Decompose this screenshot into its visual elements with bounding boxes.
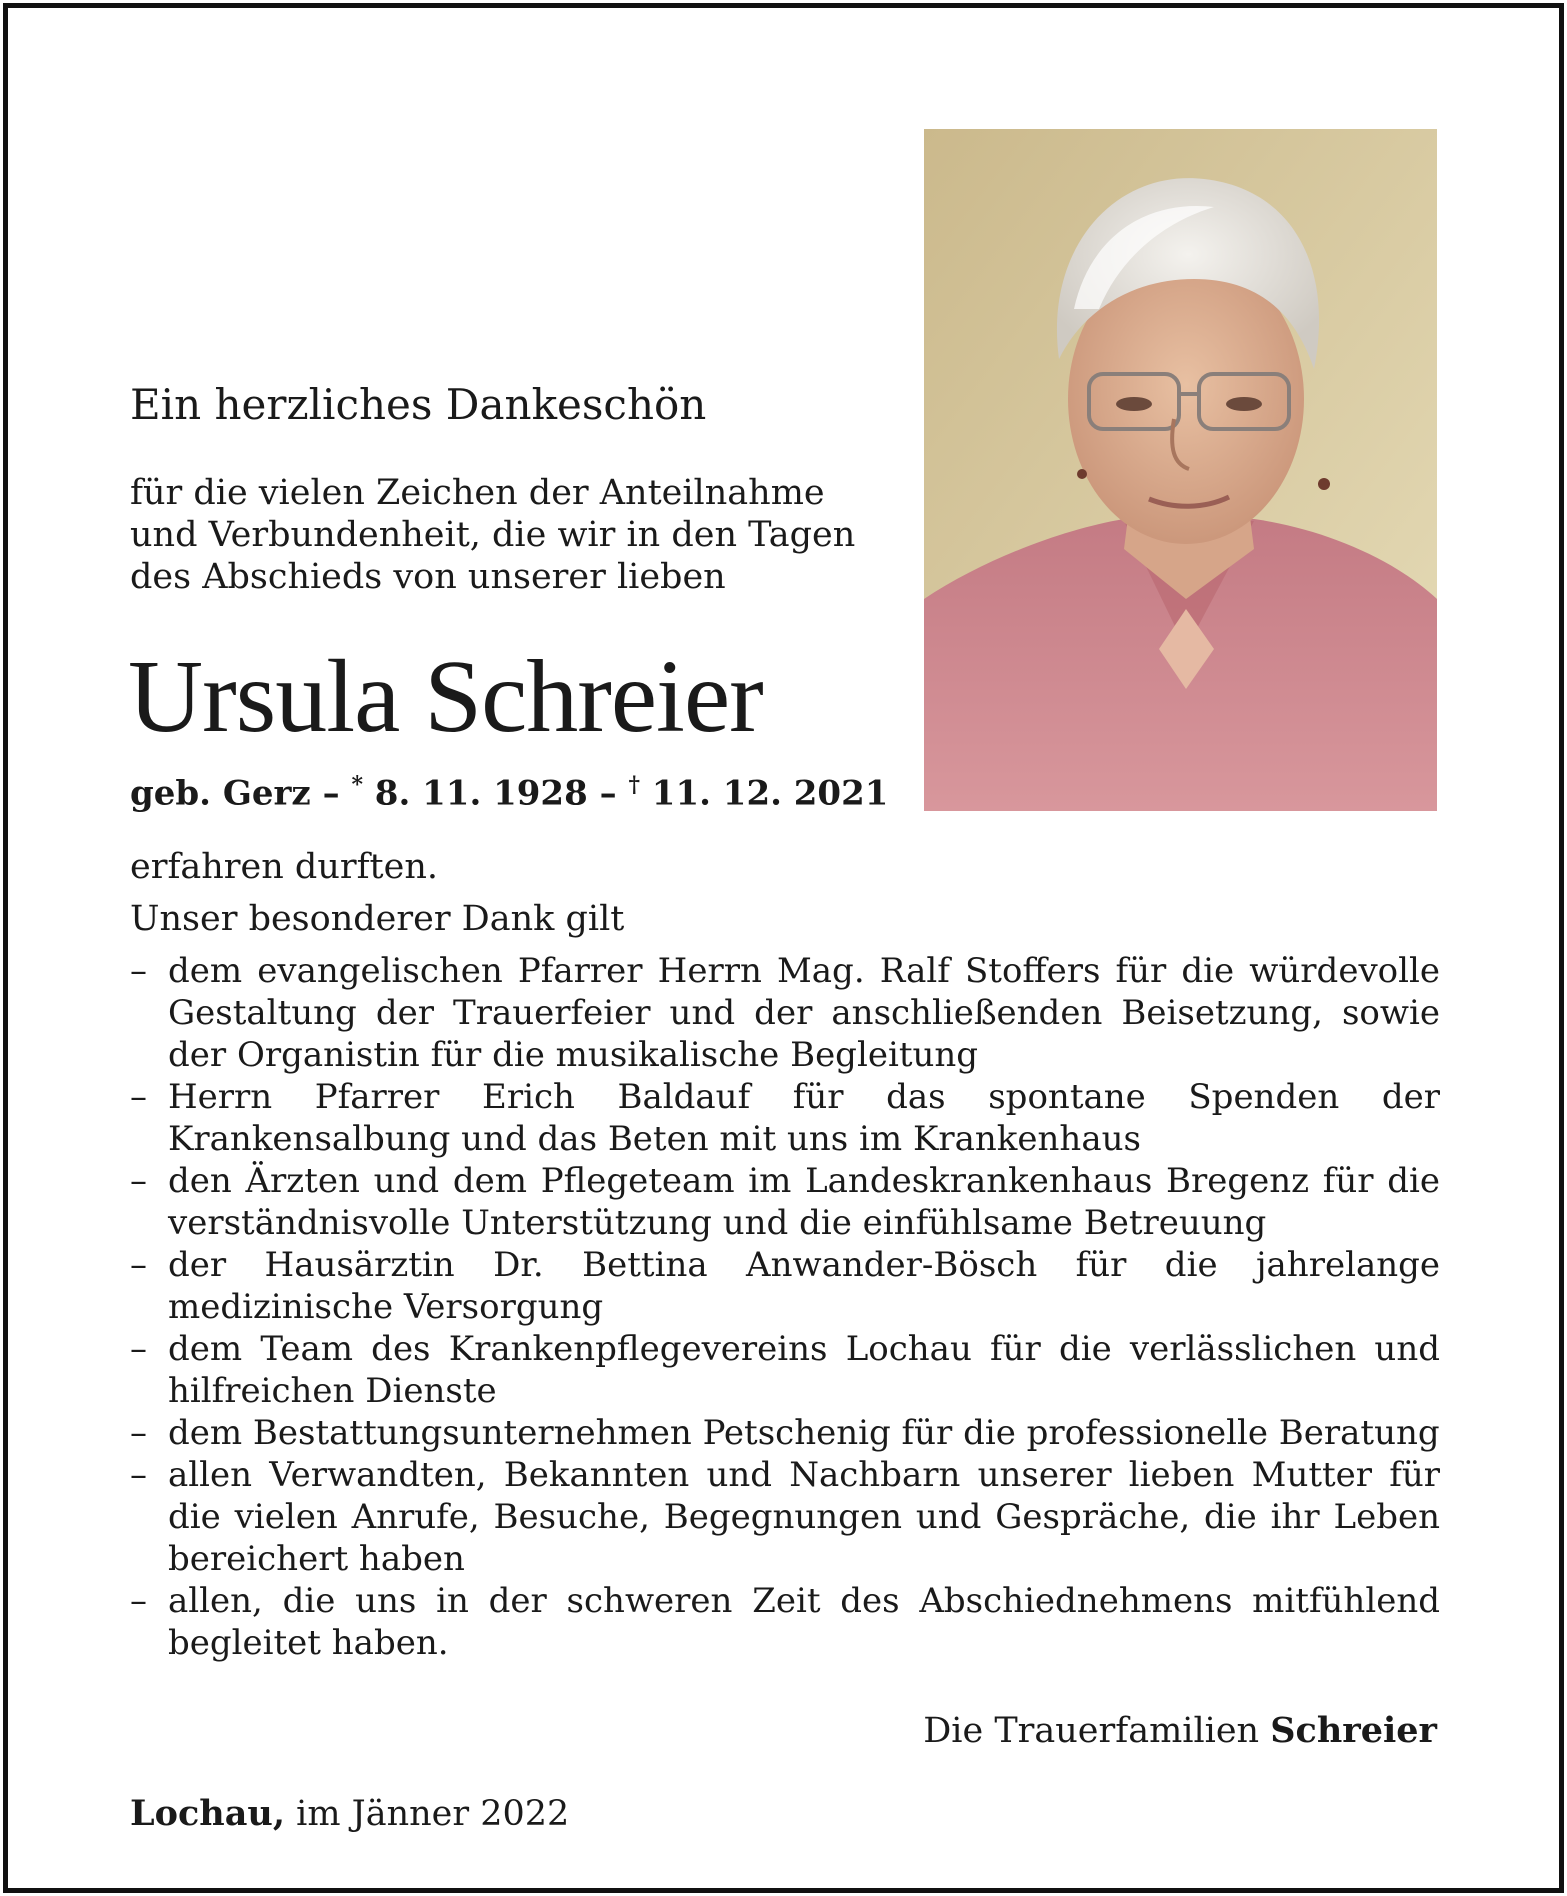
notice-date: im Jänner 2022 bbox=[296, 1794, 570, 1834]
list-item bbox=[130, 1412, 1440, 1454]
list-item bbox=[130, 1454, 1440, 1580]
intro-text bbox=[130, 472, 855, 598]
list-item bbox=[130, 1076, 1440, 1160]
list-item-text: allen, die uns in der schweren Zeit des Abschiednehmens mitfühlend begleitet haben. bbox=[168, 1581, 1440, 1663]
birth-symbol: * bbox=[351, 772, 363, 798]
place-name: Lochau, bbox=[130, 1793, 286, 1834]
list-item-text: den Ärzten und dem Pflegeteam im Landeskrankenhaus Bregenz für die verständnisvolle Unterstützung und die einfühlsame Betreuung bbox=[168, 1161, 1440, 1243]
list-item-text: der Hausärztin Dr. Bettina Anwander-Bösch für die jahrelange medizinische Versorgung bbox=[168, 1245, 1440, 1327]
list-item bbox=[130, 1244, 1440, 1328]
list-bullet: – bbox=[130, 1413, 147, 1453]
list-bullet: – bbox=[130, 1245, 147, 1285]
intro-line: für die vielen Zeichen der Anteilnahme bbox=[130, 473, 825, 513]
list-item-text: allen Verwandten, Bekannten und Nachbarn unserer lieben Mutter für die vielen Anrufe, Besuche, Begegnungen und Gespräche, die ihr Leben bereichert haben bbox=[168, 1455, 1440, 1579]
list-bullet: – bbox=[130, 1581, 147, 1621]
signature-prefix: Die Trauerfamilien bbox=[923, 1711, 1260, 1751]
list-item bbox=[130, 950, 1440, 1076]
intro-line: des Abschieds von unserer lieben bbox=[130, 557, 726, 597]
deceased-name: Ursula Schreier bbox=[128, 639, 763, 754]
signature bbox=[923, 1710, 1437, 1751]
thanks-section bbox=[130, 846, 1440, 1664]
list-bullet: – bbox=[130, 1077, 147, 1117]
portrait-illustration bbox=[924, 129, 1437, 811]
place-date bbox=[130, 1793, 569, 1834]
thanks-list bbox=[130, 950, 1440, 1664]
life-dates bbox=[130, 772, 888, 813]
list-bullet: – bbox=[130, 1455, 147, 1495]
portrait-photo bbox=[924, 129, 1437, 811]
list-item-text: dem Team des Krankenpflegevereins Lochau für die verlässlichen und hilfreichen Dienste bbox=[168, 1329, 1440, 1411]
birth-date: 8. 11. 1928 bbox=[374, 773, 588, 814]
date-separator: – bbox=[599, 773, 617, 814]
list-item-text: Herrn Pfarrer Erich Baldauf für das spontane Spenden der Krankensalbung und das Beten mit uns im Krankenhaus bbox=[168, 1077, 1440, 1159]
intro-line: und Verbundenheit, die wir in den Tagen bbox=[130, 515, 856, 555]
continuation-text: erfahren durften. bbox=[130, 847, 438, 887]
list-item bbox=[130, 1328, 1440, 1412]
maiden-name: geb. Gerz bbox=[130, 773, 311, 814]
death-date: 11. 12. 2021 bbox=[651, 773, 889, 814]
list-item bbox=[130, 1160, 1440, 1244]
date-separator: – bbox=[322, 773, 340, 814]
list-item bbox=[130, 1580, 1440, 1664]
family-name: Schreier bbox=[1270, 1710, 1437, 1751]
list-item-text: dem evangelischen Pfarrer Herrn Mag. Ralf Stoffers für die würdevolle Gestaltung der Trauerfeier und der anschließenden Beisetzung, sowie der Organistin für die musikalische Begleitung bbox=[168, 951, 1440, 1075]
death-symbol: † bbox=[628, 772, 640, 798]
list-bullet: – bbox=[130, 951, 147, 991]
thanks-heading: Unser besonderer Dank gilt bbox=[130, 899, 625, 939]
greeting-heading: Ein herzliches Dankeschön bbox=[130, 380, 707, 429]
list-item-text: dem Bestattungsunternehmen Petschenig für die professionelle Beratung bbox=[168, 1413, 1440, 1453]
list-bullet: – bbox=[130, 1329, 147, 1369]
list-bullet: – bbox=[130, 1161, 147, 1201]
